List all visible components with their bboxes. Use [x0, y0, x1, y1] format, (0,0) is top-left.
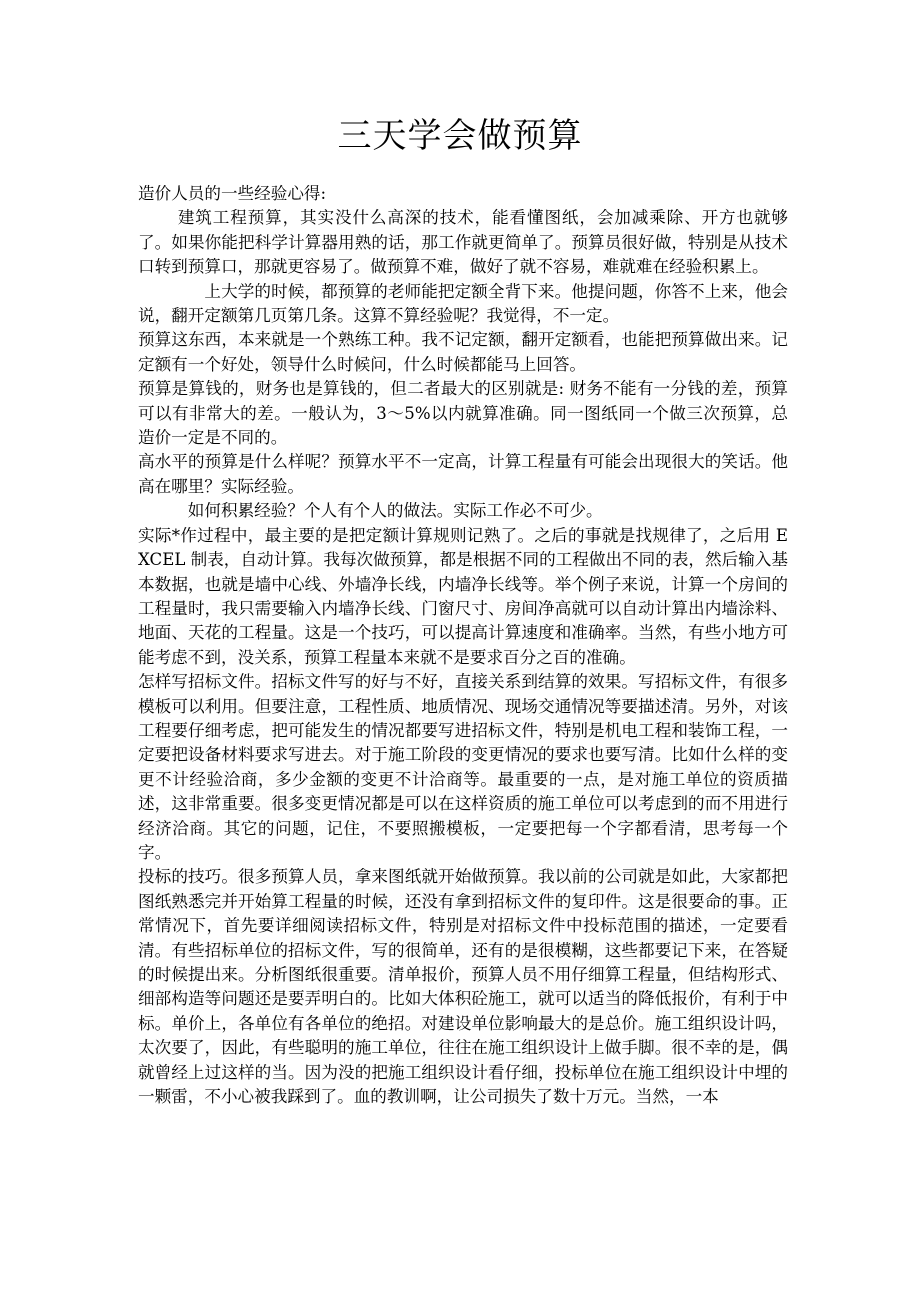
paragraph: 如何积累经验？个人有个人的做法。实际工作必不可少。 — [187, 501, 603, 521]
paragraph: 上大学的时候，都预算的老师能把定额全背下来。他提问题，你答不上来，他会说，翻开定额第几页第几条。这算不算经验呢？我觉得，不一定。 — [138, 281, 788, 326]
paragraph: 建筑工程预算，其实没什么高深的技术，能看懂图纸，会加减乘除、开方也就够了。如果你能把科学计算器用熟的话，那工作就更简单了。预算员很好做，特别是从技术口转到预算口，那就更容易了。做预算不难，做好了就不容易，难就难在经验积累上。 — [138, 208, 788, 277]
paragraph: 预算这东西，本来就是一个熟练工种。我不记定额，翻开定额看，也能把预算做出来。记定额有一个好处，领导什么时候问，什么时候都能马上回答。 — [138, 330, 788, 374]
paragraph: 造价人员的一些经验心得: — [138, 184, 327, 203]
paragraph: 实际*作过程中，最主要的是把定额计算规则记熟了。之后的事就是找规律了，之后用 EXCEL 制表，自动计算。我每次做预算，都是根据不同的工程做出不同的表，然后输入基本数据，也就是墙中心线、外墙净长线，内墙净长线等。举个例子来说，计算一个房间的工程量时，我只需要输入内墙净长线、门窗尺寸、房间净高就可以自动计算出内墙涂料、地面、天花的工程量。这是一个技巧，可以提高计算速度和准确率。当然，有些小地方可能考虑不到，没关系，预算工程量本来就不是要求百分之百的准确。 — [138, 525, 788, 667]
paragraph: 预算是算钱的，财务也是算钱的，但二者最大的区别就是: 财务不能有一分钱的差，预算可以有非常大的差。一般认为，3～5%以内就算准确。同一图纸同一个做三次预算，总造价一定是不同的。 — [138, 379, 788, 448]
paragraph: 投标的技巧。很多预算人员，拿来图纸就开始做预算。我以前的公司就是如此，大家都把图纸熟悉完并开始算工程量的时候，还没有拿到招标文件的复印件。这是很要命的事。正常情况下，首先要详细阅读招标文件，特别是对招标文件中投标范围的描述，一定要看清。有些招标单位的招标文件，写的很简单，还有的是很模糊，这些都要记下来，在答疑的时候提出来。分析图纸很重要。清单报价，预算人员不用仔细算工程量，但结构形式、细部构造等问题还是要弄明白的。比如大体积砼施工，就可以适当的降低报价，有利于中标。单价上，各单位有各单位的绝招。对建设单位影响最大的是总价。施工组织设计吗，太次要了，因此，有些聪明的施工单位，往往在施工组织设计上做手脚。很不幸的是，偶就曾经上过这样的当。因为没的把施工组织设计看仔细，投标单位在施工组织设计中埋的一颗雷，不小心被我踩到了。血的教训啊，让公司损失了数十万元。当然，一本 — [138, 867, 788, 1107]
paragraph: 高水平的预算是什么样呢？预算水平不一定高，计算工程量有可能会出现很大的笑话。他高在哪里？实际经验。 — [138, 452, 788, 496]
document-body — [138, 182, 788, 1109]
paragraph: 怎样写招标文件。招标文件写的好与不好，直接关系到结算的效果。写招标文件，有很多模板可以利用。但要注意，工程性质、地质情况、现场交通情况等要描述清。另外，对该工程要仔细考虑，把可能发生的情况都要写进招标文件，特别是机电工程和装饰工程，一定要把设备材料要求写进去。对于施工阶段的变更情况的要求也要写清。比如什么样的变更不计经验洽商，多少金额的变更不计洽商等。最重要的一点，是对施工单位的资质描述，这非常重要。很多变更情况都是可以在这样资质的施工单位可以考虑到的而不用进行经济洽商。其它的问题，记住，不要照搬模板，一定要把每一个字都看清，思考每一个字。 — [138, 672, 788, 862]
document-title: 三天学会做预算 — [337, 116, 583, 156]
